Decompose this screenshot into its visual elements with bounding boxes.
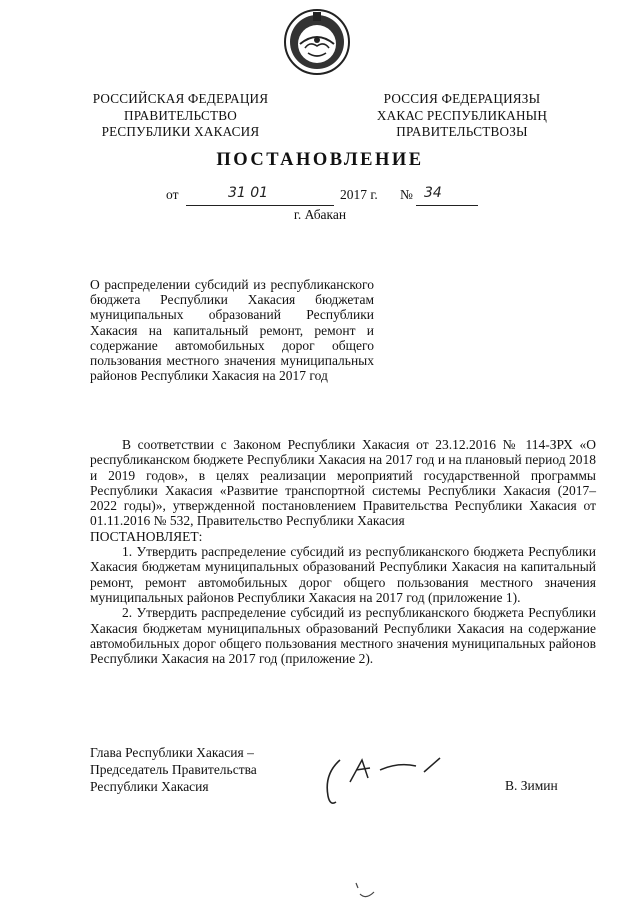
handwritten-mark-icon bbox=[352, 880, 377, 902]
signature-position bbox=[90, 744, 257, 795]
body-item-2: 2. Утвердить распределение субсидий из республиканского бюджета Республики Хакасия бюджетам муниципальных образований Республики Хакасия на содержание автомобильных дорог общего пользования местного значения муниципальных районов Республики Хакасия на 2017 год (приложение 2). bbox=[90, 605, 596, 667]
signatory-name: В. Зимин bbox=[505, 778, 558, 793]
date-prefix: от bbox=[166, 187, 179, 202]
signature-position-line-2: Председатель Правительства bbox=[90, 762, 257, 777]
number-sign: № bbox=[400, 187, 413, 202]
header-left-line-1: РОССИЙСКАЯ ФЕДЕРАЦИЯ bbox=[92, 91, 269, 106]
signature-icon bbox=[318, 752, 468, 812]
emblem-icon bbox=[283, 8, 351, 76]
city: г. Абакан bbox=[293, 207, 347, 222]
signature-position-line-3: Республики Хакасия bbox=[90, 779, 209, 794]
header-left bbox=[88, 91, 273, 141]
subject-block: О распределении субсидий из республиканского бюджета Республики Хакасия бюджетам муниципальных образований Республики Хакасия на капитальный ремонт, ремонт и содержание автомобильных дорог общего пользования местного значения муниципальных районов Республики Хакасия на 2017 год bbox=[90, 277, 374, 384]
header-right-line-1: РОССИЯ ФЕДЕРАЦИЯЗЫ bbox=[383, 91, 541, 106]
signature-position-line-1: Глава Республики Хакасия – bbox=[90, 745, 254, 760]
body-decree: ПОСТАНОВЛЯЕТ: bbox=[90, 528, 203, 544]
body-text bbox=[90, 437, 596, 666]
number-handwritten: 34 bbox=[424, 185, 442, 201]
header-right bbox=[362, 91, 562, 141]
date-line bbox=[0, 187, 640, 207]
body-intro: В соответствии с Законом Республики Хакасия от 23.12.2016 № 114-ЗРХ «О республиканском бюджете Республики Хакасия на 2017 год и на плановый период 2018 и 2019 годов», в целях реализации мероприятий государственной программы Республики Хакасия «Развитие транспортной системы Республики Хакасия (2017–2022 годы)», утвержденной постановлением Правительства Республики Хакасия от 01.11.2016 № 532, Правительство Республики Хакасия bbox=[90, 437, 596, 529]
date-handwritten: 31 01 bbox=[228, 185, 269, 201]
header-left-line-3: РЕСПУБЛИКИ ХАКАСИЯ bbox=[101, 124, 260, 139]
document-title: ПОСТАНОВЛЕНИЕ bbox=[216, 150, 424, 170]
body-item-1: 1. Утвердить распределение субсидий из республиканского бюджета Республики Хакасия бюджетам муниципальных образований Республики Хакасия на капитальный ремонт, ремонт автомобильных дорог общего пользования местного значения муниципальных районов Республики Хакасия на 2017 год (приложение 1). bbox=[90, 544, 596, 605]
year-text: 2017 г. bbox=[340, 187, 378, 202]
header-right-line-3: ПРАВИТЕЛЬСТВОЗЫ bbox=[396, 124, 528, 139]
header-left-line-2: ПРАВИТЕЛЬСТВО bbox=[124, 107, 237, 123]
header-right-line-2: ХАКАС РЕСПУБЛИКАНЫҢ bbox=[376, 107, 548, 123]
